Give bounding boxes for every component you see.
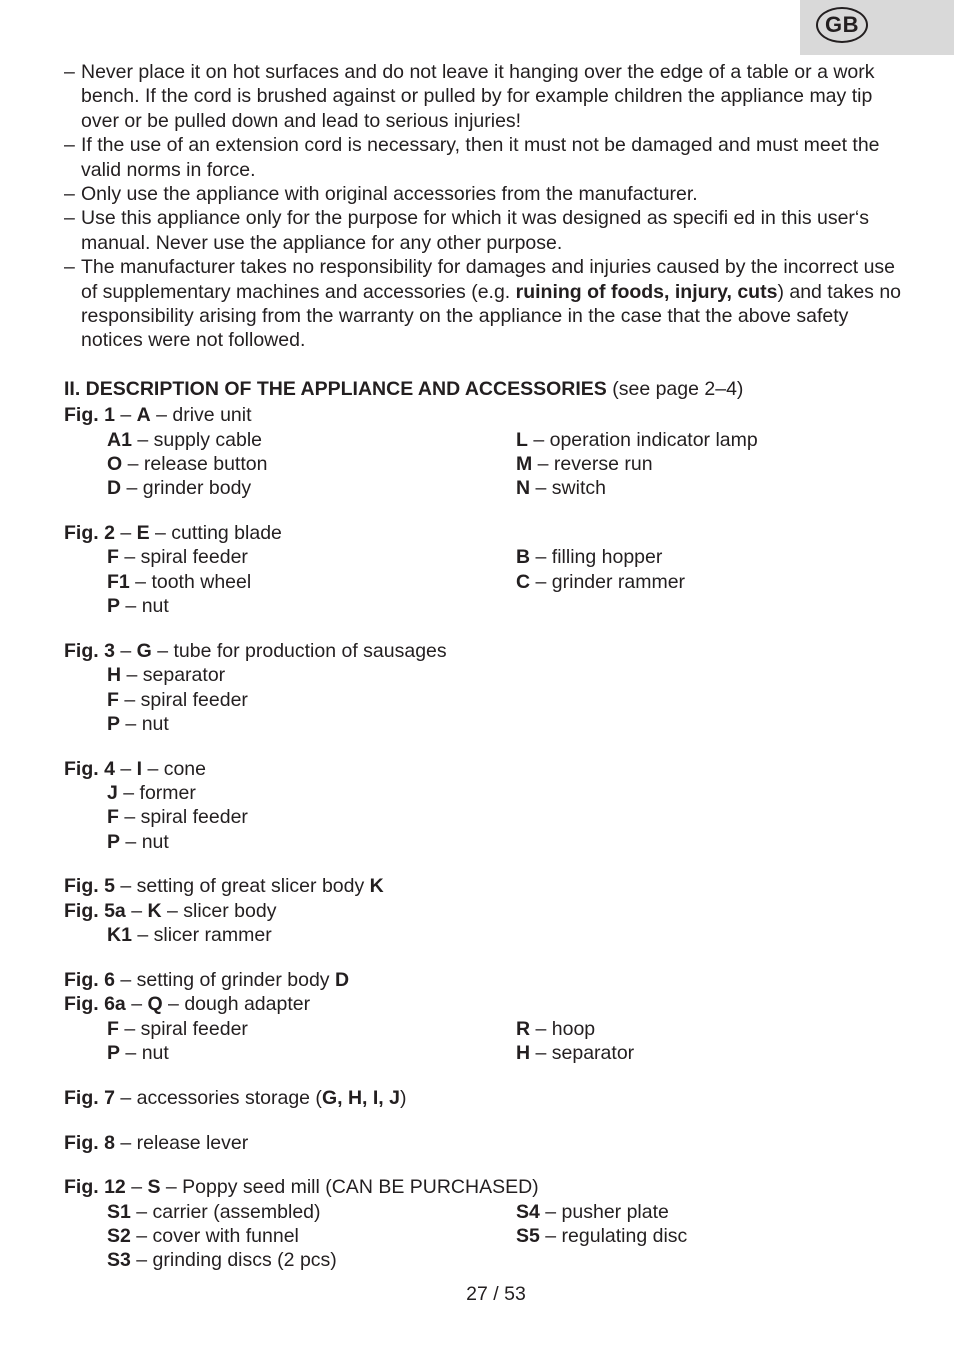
section-title: II. DESCRIPTION OF THE APPLIANCE AND ACCESSORIES xyxy=(64,378,607,400)
part-code: R xyxy=(516,1018,531,1040)
part-item xyxy=(516,1224,687,1248)
figure-label: Fig. 12 xyxy=(64,1176,126,1198)
part-desc: – slicer body xyxy=(161,900,277,922)
part-code: N xyxy=(516,477,531,499)
part-desc: – hoop xyxy=(530,1018,596,1040)
part-desc: – cone xyxy=(142,758,206,780)
figure-heading: Fig. 3 – G – tube for production of sausages xyxy=(64,640,447,662)
part-item xyxy=(107,1200,321,1224)
part-desc: – nut xyxy=(120,595,169,617)
part-item xyxy=(107,570,251,594)
part-item xyxy=(107,923,272,947)
part-code: S4 xyxy=(516,1201,540,1223)
part-code: I xyxy=(136,758,143,780)
part-item xyxy=(107,476,251,500)
part-code: H xyxy=(516,1042,531,1064)
part-code: K xyxy=(147,900,162,922)
part-code: S xyxy=(147,1176,161,1198)
part-item xyxy=(107,781,196,805)
part-item xyxy=(107,1017,248,1041)
part-item xyxy=(516,1041,634,1065)
figure-label: Fig. 8 xyxy=(64,1132,115,1154)
page-number: 27 / 53 xyxy=(466,1283,526,1305)
part-code: F1 xyxy=(107,571,130,593)
language-badge: GB xyxy=(816,7,868,43)
part-code: H xyxy=(107,664,122,686)
part-desc: – accessories storage ( xyxy=(114,1087,322,1109)
part-code: F xyxy=(107,806,119,828)
figure-heading: Fig. 2 – E – cutting blade xyxy=(64,522,282,544)
part-desc: – cover with funnel xyxy=(130,1225,299,1247)
part-desc: – setting of great slicer body xyxy=(114,875,370,897)
part-desc: – switch xyxy=(530,477,606,499)
part-desc: – grinder rammer xyxy=(530,571,686,593)
part-desc: – cutting blade xyxy=(149,522,282,544)
figure-label: Fig. 4 xyxy=(64,758,115,780)
dash-marker: – xyxy=(64,134,75,157)
part-item xyxy=(107,1041,169,1065)
figure-label: Fig. 7 xyxy=(64,1087,115,1109)
part-item xyxy=(107,1224,299,1248)
part-item xyxy=(516,545,662,569)
part-code: K xyxy=(369,875,384,897)
part-code: P xyxy=(107,595,121,617)
figure-label: Fig. 5 xyxy=(64,875,115,897)
part-item xyxy=(516,476,606,500)
dash-marker: – xyxy=(64,61,75,83)
dash-marker: – xyxy=(64,207,75,230)
part-desc: – release button xyxy=(122,453,268,475)
notice-text: Never place it on hot surfaces and do not leave it hanging over the edge of a table or a work bench. If the cord is brushed against or pulled by for example children the appliance may tip over or be pulled down and lead to serious injuries! xyxy=(81,61,875,132)
figure-label: Fig. 3 xyxy=(64,640,115,662)
part-desc: – dough adapter xyxy=(162,993,311,1015)
safety-notices xyxy=(64,60,904,353)
part-desc: – release lever xyxy=(114,1132,249,1154)
part-desc: – former xyxy=(117,782,196,804)
part-item xyxy=(107,1248,337,1272)
part-desc: – pusher plate xyxy=(539,1201,669,1223)
section-heading xyxy=(64,377,743,401)
part-code: P xyxy=(107,1042,121,1064)
part-code: F xyxy=(107,546,119,568)
figure-label: Fig. 6a xyxy=(64,993,126,1015)
part-desc: – spiral feeder xyxy=(118,1018,248,1040)
part-desc: – carrier (assembled) xyxy=(130,1201,321,1223)
part-desc: – nut xyxy=(120,1042,169,1064)
safety-notice xyxy=(64,133,904,182)
part-desc: – operation indicator lamp xyxy=(527,429,758,451)
notice-text: ) and takes no responsibility arising from the warranty on the appliance in the case that the above safety notices were not followed. xyxy=(81,280,902,352)
figure-heading: Fig. 12 – S – Poppy seed mill (CAN BE PURCHASED) xyxy=(64,1176,539,1198)
part-code: O xyxy=(107,453,123,475)
figure-label: Fig. 5a xyxy=(64,900,126,922)
part-code: S5 xyxy=(516,1225,540,1247)
part-desc: – separator xyxy=(530,1042,635,1064)
figure-heading xyxy=(64,968,349,992)
part-desc: – tube for production of sausages xyxy=(151,640,447,662)
part-code: B xyxy=(516,546,531,568)
figure-label: Fig. 6 xyxy=(64,969,115,991)
part-desc: – drive unit xyxy=(150,404,252,426)
figure-label: Fig. 1 xyxy=(64,404,115,426)
part-item xyxy=(107,712,169,736)
part-code: S2 xyxy=(107,1225,131,1247)
part-code: G xyxy=(136,640,152,662)
part-code: P xyxy=(107,831,121,853)
safety-notice xyxy=(64,255,904,353)
figure-heading: Fig. 4 – I – cone xyxy=(64,758,206,780)
figure-heading xyxy=(64,1086,406,1110)
part-desc: – spiral feeder xyxy=(118,806,248,828)
part-item xyxy=(516,1017,595,1041)
part-desc: – grinding discs (2 pcs) xyxy=(130,1249,337,1271)
notice-text: The manufacturer takes no responsibility for damages and injuries caused by the incorrect use of supplementary machines and accessories (e.g. xyxy=(81,256,896,303)
part-desc: – nut xyxy=(120,831,169,853)
figure-heading xyxy=(64,874,384,898)
figure-heading: Fig. 6a – Q – dough adapter xyxy=(64,993,311,1015)
notice-text: If the use of an extension cord is necessary, then it must not be damaged and must meet the valid norms in force. xyxy=(81,134,880,181)
part-desc: – grinder body xyxy=(121,477,252,499)
part-code: L xyxy=(516,429,528,451)
part-code: P xyxy=(107,713,121,735)
part-desc: – supply cable xyxy=(131,429,263,451)
part-code: S3 xyxy=(107,1249,131,1271)
part-item xyxy=(107,545,248,569)
figure-heading: Fig. 1 – A – drive unit xyxy=(64,404,252,426)
notice-text: Use this appliance only for the purpose for which it was designed as specifi ed in this user‘s manual. Never use the appliance for any other purpose. xyxy=(81,207,869,254)
part-desc: – spiral feeder xyxy=(118,546,248,568)
part-desc: – slicer rammer xyxy=(131,924,272,946)
part-desc: – filling hopper xyxy=(530,546,663,568)
part-desc: – setting of grinder body xyxy=(114,969,335,991)
figure-heading: Fig. 5a – K – slicer body xyxy=(64,900,277,922)
part-item xyxy=(516,1200,669,1224)
safety-notice xyxy=(64,60,904,133)
closing-paren: ) xyxy=(399,1087,407,1109)
part-code: Q xyxy=(147,993,163,1015)
part-code: D xyxy=(107,477,122,499)
part-item xyxy=(107,428,262,452)
figure-heading xyxy=(64,1131,248,1155)
part-code: G, H, I, J xyxy=(321,1087,400,1109)
part-item xyxy=(107,688,248,712)
part-item xyxy=(516,452,653,476)
part-code: J xyxy=(107,782,118,804)
part-desc: – separator xyxy=(121,664,226,686)
notice-emphasis: ruining of foods, injury, cuts xyxy=(515,280,778,303)
dash-marker: – xyxy=(64,256,75,279)
part-desc: – spiral feeder xyxy=(118,689,248,711)
part-code: D xyxy=(334,969,350,991)
part-code: M xyxy=(516,453,533,475)
part-code: C xyxy=(516,571,531,593)
part-item xyxy=(516,570,685,594)
part-code: A1 xyxy=(107,429,132,451)
part-desc: – Poppy seed mill (CAN BE PURCHASED) xyxy=(160,1176,539,1198)
part-code: S1 xyxy=(107,1201,131,1223)
part-desc: – nut xyxy=(120,713,169,735)
part-item xyxy=(107,805,248,829)
dash-marker: – xyxy=(64,183,75,206)
part-desc: – reverse run xyxy=(532,453,653,475)
part-code: E xyxy=(136,522,150,544)
part-code: F xyxy=(107,1018,119,1040)
part-item xyxy=(107,663,225,687)
part-item xyxy=(516,428,758,452)
figure-label: Fig. 2 xyxy=(64,522,115,544)
part-item xyxy=(107,594,169,618)
part-code: F xyxy=(107,689,119,711)
safety-notice xyxy=(64,182,904,206)
part-code: A xyxy=(136,404,151,426)
section-note: (see page 2–4) xyxy=(606,378,744,400)
part-desc: – regulating disc xyxy=(539,1225,688,1247)
part-item xyxy=(107,830,169,854)
notice-text: Only use the appliance with original accessories from the manufacturer. xyxy=(81,183,698,206)
part-code: K1 xyxy=(107,924,132,946)
language-tab xyxy=(800,0,954,55)
part-item xyxy=(107,452,267,476)
part-desc: – tooth wheel xyxy=(129,571,252,593)
safety-notice xyxy=(64,206,904,255)
